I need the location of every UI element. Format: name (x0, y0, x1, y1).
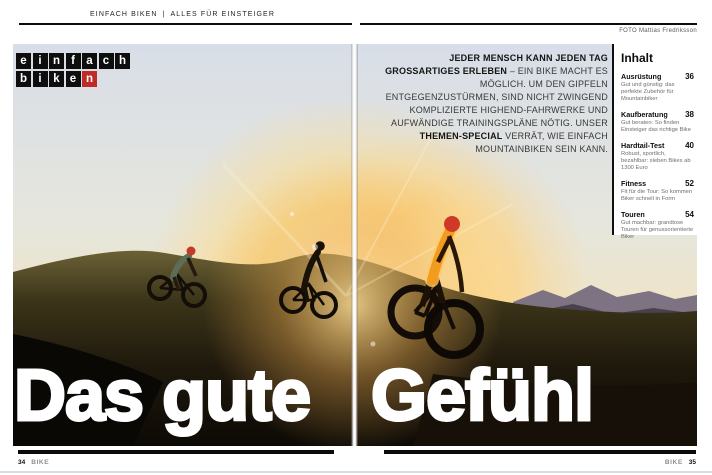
toc-item-title: Touren (621, 210, 645, 219)
kicker-separator: | (162, 11, 166, 18)
toc-panel (612, 44, 697, 240)
center-fold-gutter (351, 44, 358, 446)
einfach-biken-logo (16, 53, 130, 88)
bottom-rule-right (384, 450, 696, 454)
intro-text-1: – EIN BIKE MACHT ES MÖGLICH. UM DEN GIPFELN ENTGEGENZUSTÜRMEN, SIND NICHT ZWINGEND KOMPLIZIERTE HIGHEND-FAHRWERKE UND AUFWÄNDIGE TRAININGSPLÄNE NÖTIG. UNSER (385, 66, 608, 128)
kicker-rule-left (19, 23, 352, 25)
folio-left (18, 459, 49, 466)
kicker-rule-right (360, 23, 697, 25)
toc-item (621, 141, 694, 172)
toc-item-desc: Gut machbar: grandiose Touren für genussorientierte Biker (621, 220, 694, 240)
toc-title: Inhalt (621, 51, 653, 65)
toc-item (621, 179, 694, 203)
toc-item-page: 40 (685, 141, 694, 150)
kicker-header (13, 11, 352, 18)
logo-letter: e (66, 71, 81, 87)
kicker-section: EINFACH BIKEN (90, 11, 158, 18)
page-bottom-edge (0, 471, 712, 473)
headline-left: Das gute (14, 356, 311, 436)
toc-item-title: Ausrüstung (621, 72, 662, 81)
intro-paragraph (382, 52, 608, 156)
kicker-subtitle: ALLES FÜR EINSTEIGER (170, 11, 275, 18)
logo-letter: i (33, 71, 48, 87)
toc-item-page: 36 (685, 72, 694, 81)
bottom-rule-left (18, 450, 334, 454)
toc-item-desc: Fit für die Tour: So kommen Biker schnell in Form (621, 189, 693, 202)
toc-item-title: Kaufberatung (621, 110, 668, 119)
logo-letter: f (66, 53, 81, 69)
logo-letter: i (33, 53, 48, 69)
logo-letter: n (49, 53, 64, 69)
photo-credit: FOTO Mattias Fredriksson (619, 28, 697, 34)
page-number-right: 35 (688, 459, 696, 466)
magazine-brand: BIKE (31, 459, 50, 466)
logo-letter: k (49, 71, 64, 87)
page-number-left: 34 (18, 459, 26, 466)
toc-item-desc: Gut und günstig: das perfekte Zubehör für Mountainbiker (621, 82, 675, 102)
toc-item-page: 38 (685, 110, 694, 119)
toc-item-title: Hardtail-Test (621, 141, 665, 150)
toc-item-page: 54 (685, 210, 694, 219)
toc-item-page: 52 (685, 179, 694, 188)
toc-item-title: Fitness (621, 179, 647, 188)
logo-letter: c (99, 53, 114, 69)
logo-letter: a (82, 53, 97, 69)
magazine-brand: BIKE (664, 459, 683, 466)
logo-letter: h (115, 53, 130, 69)
toc-item (621, 72, 694, 103)
toc-item (621, 110, 694, 134)
toc-item-desc: Gut beraten: So finden Einsteiger das richtige Bike (621, 120, 691, 133)
toc-item-desc: Robust, sportlich, bezahlbar: sieben Bikes ab 1300 Euro (621, 151, 691, 171)
logo-row-biken (16, 71, 130, 87)
folio-right (665, 459, 696, 466)
logo-row-einfach (16, 53, 130, 69)
headline-right: Gefühl (371, 356, 593, 436)
intro-bold-lead: JEDER MENSCH KANN JEDEN TAG GROSSARTIGES ERLEBEN (385, 53, 608, 76)
logo-letter: b (16, 71, 31, 87)
logo-letter: e (16, 53, 31, 69)
intro-bold-special: THEMEN-SPECIAL (419, 131, 503, 141)
logo-letter-accent: n (82, 71, 97, 87)
intro-text-2: VERRÄT, WIE EINFACH MOUNTAINBIKEN SEIN KANN. (475, 131, 608, 154)
toc-item (621, 210, 694, 241)
